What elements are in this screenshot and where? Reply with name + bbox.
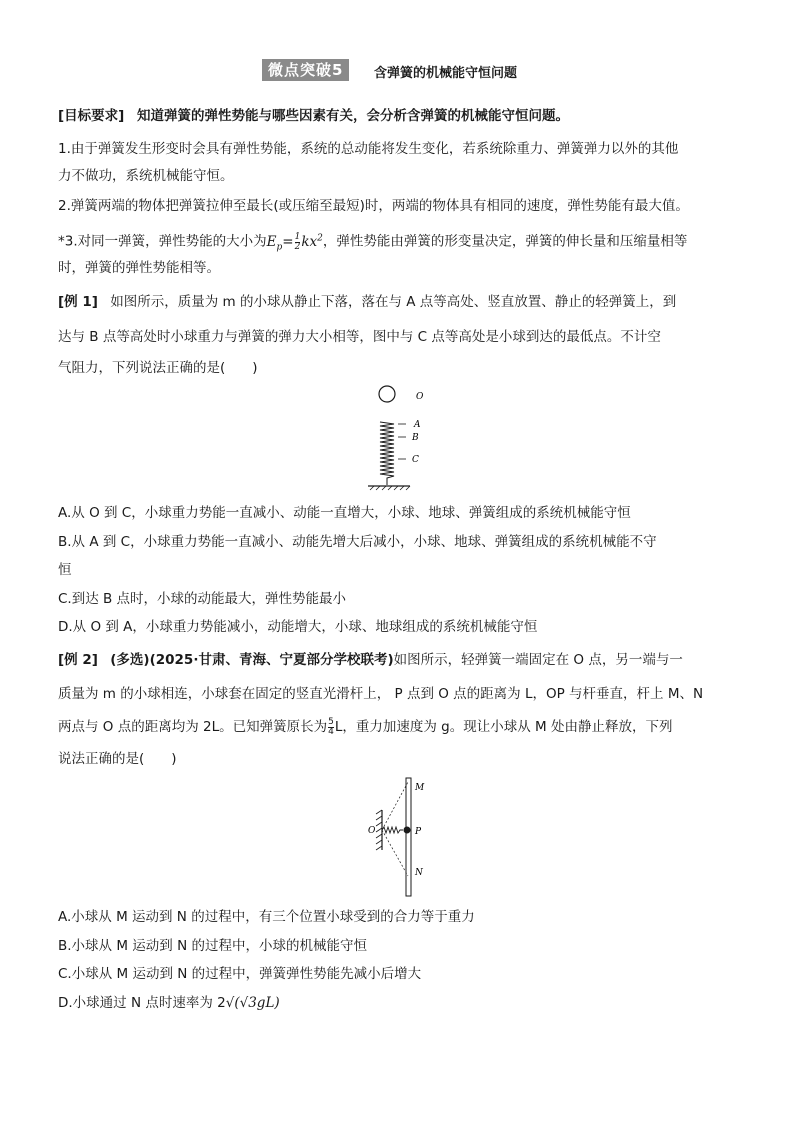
example-1-line-1: [58, 292, 676, 312]
example-1-tag: [例 1]: [58, 294, 98, 310]
wall-hatch: [376, 810, 382, 850]
example-2-line-2: 质量为 m 的小球相连，小球套在固定的竖直光滑杆上， P 点到 O 点的距离为 L，OP 与杆垂直，杆上 M、N: [58, 686, 704, 702]
example-1-option-a: A.从 O 到 C，小球重力势能一直减小、动能一直增大，小球、地球、弹簧组成的系统机械能守恒: [58, 505, 631, 521]
ball-spring-figure: [360, 382, 450, 494]
goal-tag: [目标要求]: [58, 108, 125, 124]
point-3-line-1: [58, 228, 687, 257]
rod-spring-figure: [362, 774, 432, 900]
section-title: 含弹簧的机械能守恒问题: [374, 66, 518, 81]
example-2-option-d-pre: D.小球通过 N 点时速率为 2: [58, 995, 226, 1011]
label-m: M: [415, 783, 425, 793]
example-2-option-c: C.小球从 M 运动到 N 的过程中，弹簧弹性势能先减小后增大: [58, 966, 422, 982]
example-2-option-d: [58, 993, 280, 1013]
example-1-option-b-line-1: B.从 A 到 C，小球重力势能一直减小、动能先增大后减小，小球、地球、弹簧组成的系统机械能不守: [58, 534, 657, 550]
dashed-on: [382, 830, 408, 876]
example-2-option-d-sqrt: √(√3gL): [225, 995, 280, 1011]
label-p: P: [415, 827, 422, 837]
example-2-line-4: 说法正确的是( ): [58, 751, 177, 767]
section-badge: 微点突破5: [262, 59, 349, 81]
label-n: N: [415, 868, 423, 878]
dashed-om: [382, 782, 408, 830]
point-1-line-2: 力不做功，系统机械能守恒。: [58, 168, 234, 184]
example-2-source: (多选)(2025·甘肃、青海、宁夏部分学校联考): [110, 652, 394, 668]
point-3-line-2: 时，弹簧的弹性势能相等。: [58, 260, 220, 276]
vertical-rod: [406, 778, 411, 896]
ball-icon: [404, 827, 411, 834]
example-2-line-3: [58, 717, 672, 737]
example-1-line-2: 达与 B 点等高处时小球重力与弹簧的弹力大小相等，图中与 C 点等高处是小球到达的最低点。不计空: [58, 329, 661, 345]
example-2-line-1: [58, 650, 683, 670]
label-a: A: [414, 420, 421, 430]
formula-ep: $E_p=$ $\frac{1}{2}$ $kx^2$: [266, 231, 323, 253]
example-2-text-3-post: L，重力加速度为 g。现让小球从 M 处由静止释放，下列: [334, 719, 673, 735]
example-1-option-b-line-2: 恒: [58, 562, 72, 578]
example-2-option-a: A.小球从 M 运动到 N 的过程中，有三个位置小球受到的合力等于重力: [58, 909, 475, 925]
example-1-line-3: 气阻力，下列说法正确的是( ): [58, 360, 258, 376]
example-1-text-1: 如图所示，质量为 m 的小球从静止下落，落在与 A 点等高处、竖直放置、静止的轻弹簧上，到: [110, 294, 677, 310]
fraction-half: $\frac{1}{2}$: [294, 231, 301, 252]
spring-icon: [380, 422, 394, 485]
fraction-five-fourths: $\frac{5}{4}$: [328, 716, 334, 737]
example-1-option-c: C.到达 B 点时，小球的动能最大，弹性势能最小: [58, 591, 347, 607]
ball-icon: [379, 386, 395, 402]
example-2-option-b: B.小球从 M 运动到 N 的过程中，小球的机械能守恒: [58, 938, 367, 954]
label-o: O: [416, 392, 424, 402]
example-2-text-3-pre: 两点与 O 点的距离均为 2L。已知弹簧原长为: [58, 719, 328, 735]
spring-icon: [382, 827, 403, 833]
point-2: 2.弹簧两端的物体把弹簧拉伸至最长(或压缩至最短)时，两端的物体具有相同的速度，弹性势能有最大值。: [58, 198, 689, 214]
example-2-tag: [例 2]: [58, 652, 98, 668]
example-1-option-d: D.从 O 到 A，小球重力势能减小，动能增大，小球、地球组成的系统机械能守恒: [58, 619, 538, 635]
label-o: O: [368, 826, 376, 836]
ground-hatch: [370, 486, 410, 490]
label-b: B: [412, 433, 419, 443]
point-1-line-1: 1.由于弹簧发生形变时会具有弹性势能，系统的总动能将发生变化，若系统除重力、弹簧弹力以外的其他: [58, 141, 679, 157]
example-2-text-1: 如图所示，轻弹簧一端固定在 O 点，另一端与一: [393, 652, 683, 668]
label-c: C: [412, 455, 419, 465]
goal-requirement: [58, 106, 569, 126]
goal-text: 知道弹簧的弹性势能与哪些因素有关，会分析含弹簧的机械能守恒问题。: [137, 108, 570, 124]
point-3-post: ，弹性势能由弹簧的形变量决定，弹簧的伸长量和压缩量相等: [322, 233, 688, 250]
point-3-pre: *3.对同一弹簧，弹性势能的大小为: [58, 233, 267, 250]
